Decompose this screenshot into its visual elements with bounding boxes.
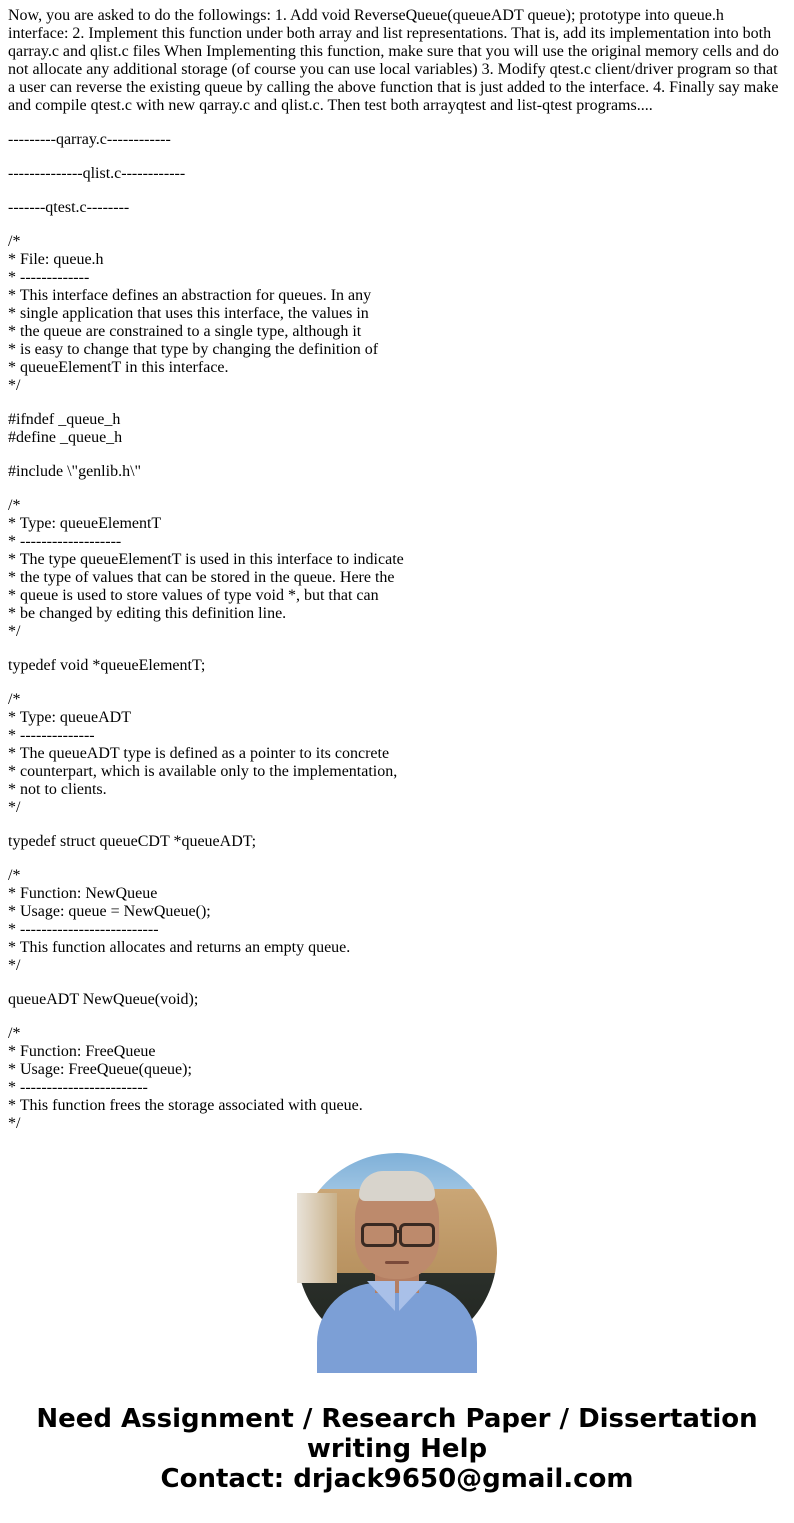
code-line: * ------------- (8, 269, 90, 286)
code-block (8, 867, 786, 975)
code-block (8, 233, 786, 395)
code-block (8, 199, 786, 217)
code-line: * be changed by editing this definition line. (8, 605, 287, 622)
code-line: */ (8, 377, 21, 394)
code-line: * Type: queueADT (8, 709, 131, 726)
promo-headline: Need Assignment / Research Paper / Dissertation writing Help (36, 1404, 758, 1464)
promo-contact: Contact: drjack9650@gmail.com (160, 1464, 634, 1494)
code-line: queueADT NewQueue(void); (8, 991, 199, 1008)
code-line: */ (8, 957, 21, 974)
author-avatar (297, 1153, 497, 1353)
code-line: * This interface defines an abstraction for queues. In any (8, 287, 372, 304)
shirt (317, 1283, 477, 1373)
code-line: /* (8, 867, 21, 884)
assignment-instructions: Now, you are asked to do the followings: 1. Add void ReverseQueue(queueADT queue); prototype into queue.h interface: 2. Implement this function under both array and list representations. That is, add its implementation into both qarray.c and qlist.c files When Implementing this function, make sure that you will use the original memory cells and do not allocate any additional storage (of course you can use local variables) 3. Modify qtest.c client/driver program so that a user can reverse the existing queue by calling the above function that is just added to the interface. 4. Finally say make and compile qtest.c with new qarray.c and qlist.c. Then test both arrayqtest and list-qtest programs.... (8, 7, 779, 114)
code-line: /* (8, 233, 21, 250)
code-line: * queue is used to store values of type void *, but that can (8, 587, 379, 604)
code-line: * ------------------- (8, 533, 122, 550)
code-line: /* (8, 497, 21, 514)
code-line: * Function: NewQueue (8, 885, 158, 902)
code-block (8, 991, 786, 1009)
code-block (8, 1025, 786, 1133)
code-line: * Type: queueElementT (8, 515, 162, 532)
code-line: * the type of values that can be stored in the queue. Here the (8, 569, 395, 586)
code-line: * -------------- (8, 727, 95, 744)
code-line: */ (8, 623, 21, 640)
code-line: * Usage: queue = NewQueue(); (8, 903, 211, 920)
code-line: #include \"genlib.h\" (8, 463, 142, 480)
code-line: */ (8, 799, 21, 816)
code-line: typedef struct queueCDT *queueADT; (8, 833, 257, 850)
code-line: * the queue are constrained to a single type, although it (8, 323, 362, 340)
code-line: * not to clients. (8, 781, 107, 798)
code-listing (8, 131, 786, 1133)
code-line: -------qtest.c-------- (8, 199, 130, 216)
code-block (8, 131, 786, 149)
code-line: * The type queueElementT is used in this interface to indicate (8, 551, 404, 568)
code-block (8, 411, 786, 447)
code-line: * ------------------------ (8, 1079, 148, 1096)
code-line: * This function allocates and returns an empty queue. (8, 939, 351, 956)
code-block (8, 833, 786, 851)
code-line: * is easy to change that type by changing the definition of (8, 341, 379, 358)
code-line: * Function: FreeQueue (8, 1043, 156, 1060)
code-line: /* (8, 1025, 21, 1042)
code-block (8, 463, 786, 481)
code-line: * Usage: FreeQueue(queue); (8, 1061, 192, 1078)
code-line: * File: queue.h (8, 251, 104, 268)
code-line: --------------qlist.c------------ (8, 165, 186, 182)
code-line: * counterpart, which is available only to the implementation, (8, 763, 398, 780)
code-line: * queueElementT in this interface. (8, 359, 229, 376)
code-block (8, 497, 786, 641)
code-line: * This function frees the storage associated with queue. (8, 1097, 363, 1114)
glasses-icon (361, 1223, 397, 1247)
code-line: #ifndef _queue_h (8, 411, 121, 428)
code-line: typedef void *queueElementT; (8, 657, 206, 674)
code-line: * The queueADT type is defined as a pointer to its concrete (8, 745, 390, 762)
code-line: * -------------------------- (8, 921, 159, 938)
code-block (8, 657, 786, 675)
code-line: */ (8, 1115, 21, 1132)
code-line: * single application that uses this interface, the values in (8, 305, 369, 322)
promo-footer (0, 1404, 794, 1494)
code-line: /* (8, 691, 21, 708)
code-line: #define _queue_h (8, 429, 123, 446)
code-line: ---------qarray.c------------ (8, 131, 171, 148)
code-block (8, 691, 786, 817)
code-block (8, 165, 786, 183)
